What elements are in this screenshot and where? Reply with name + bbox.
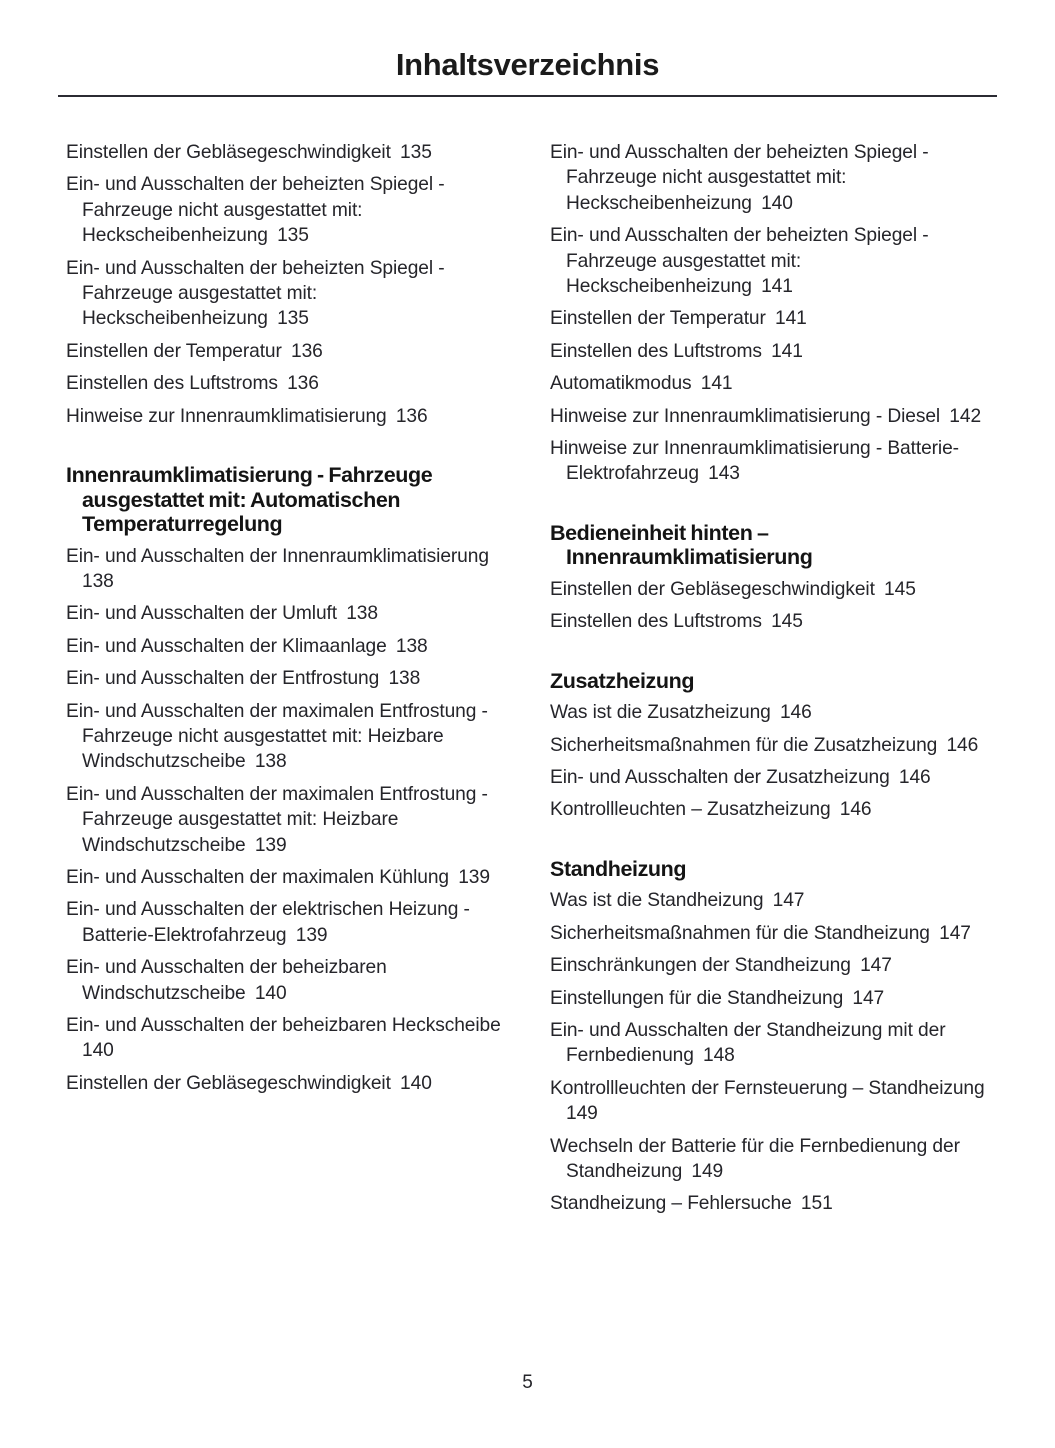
toc-entry-label: Ein- und Ausschalten der maximalen Entfrostung - Fahrzeuge ausgestattet mit: Heizbare Windschutzscheibe: [66, 783, 488, 856]
toc-column-right: [550, 140, 988, 1224]
toc-section-heading: Zusatzheizung: [550, 668, 695, 693]
page-title: Inhaltsverzeichnis: [395, 47, 660, 82]
toc-page-number: 147: [939, 922, 971, 944]
toc-page-number: 140: [82, 1040, 114, 1062]
toc-page-number: 139: [458, 867, 490, 889]
toc-entry[interactable]: [66, 782, 504, 858]
toc-entry[interactable]: [550, 888, 988, 913]
toc-entry[interactable]: [550, 339, 988, 364]
toc-entry-label: Einstellen der Gebläsegeschwindigkeit: [66, 1072, 391, 1094]
toc-entry-label: Einstellen der Temperatur: [66, 340, 282, 362]
toc-entry-label: Ein- und Ausschalten der Innenraumklimatisierung: [66, 545, 489, 567]
toc-entry[interactable]: [550, 765, 988, 790]
toc-page-number: 141: [761, 276, 793, 298]
toc-entry[interactable]: [550, 306, 988, 331]
toc-page-number: 135: [277, 308, 309, 330]
toc-page-number: 146: [839, 799, 872, 821]
toc-section-heading: Innenraumklimatisierung - Fahrzeuge ausgestattet mit: Automatischen Temperaturregelung: [66, 463, 433, 537]
toc-entry[interactable]: [66, 699, 504, 775]
toc-columns: [66, 140, 988, 1224]
toc-page-number: 140: [400, 1072, 432, 1094]
toc-page-number: 140: [254, 982, 287, 1004]
toc-entry[interactable]: [550, 140, 988, 216]
toc-entry[interactable]: [66, 865, 504, 890]
toc-entry-label: Sicherheitsmaßnahmen für die Zusatzheizung: [550, 734, 938, 756]
toc-entry-label: Einstellen der Gebläsegeschwindigkeit: [550, 578, 875, 600]
toc-entry-label: Ein- und Ausschalten der beheizten Spiegel - Fahrzeuge ausgestattet mit: Heckscheibenheizung: [66, 257, 445, 330]
toc-page-number: 135: [277, 225, 309, 247]
toc-entry[interactable]: [66, 172, 504, 248]
toc-entry-label: Hinweise zur Innenraumklimatisierung - Diesel: [550, 405, 941, 427]
toc-entry[interactable]: [66, 601, 504, 626]
toc-page-number: 140: [761, 192, 793, 214]
toc-page-number: 149: [691, 1160, 724, 1182]
toc-entry[interactable]: [550, 921, 988, 946]
toc-entry[interactable]: [66, 256, 504, 332]
toc-entry-label: Ein- und Ausschalten der Klimaanlage: [66, 635, 387, 657]
toc-entry-label: Ein- und Ausschalten der Standheizung mit der Fernbedienung: [550, 1019, 946, 1067]
toc-entry-label: Hinweise zur Innenraumklimatisierung - Batterie-Elektrofahrzeug: [550, 438, 959, 485]
toc-page-number: 135: [400, 142, 432, 163]
toc-entry[interactable]: [550, 986, 988, 1011]
toc-page-number: 147: [860, 955, 892, 977]
toc-entry-label: Kontrollleuchten – Zusatzheizung: [550, 799, 831, 821]
toc-entry[interactable]: [66, 634, 504, 659]
toc-entry-label: Automatikmodus: [550, 373, 692, 395]
toc-entry[interactable]: [550, 1191, 988, 1216]
toc-entry[interactable]: [550, 1076, 988, 1127]
toc-entry[interactable]: [66, 897, 504, 948]
toc-page-number: 138: [82, 570, 114, 592]
toc-page-number: 141: [771, 340, 803, 362]
toc-page-number: 136: [395, 405, 428, 427]
toc-page-number: 141: [775, 308, 807, 330]
toc-page-number: 149: [566, 1103, 598, 1125]
toc-entry-label: Wechseln der Batterie für die Fernbedienung der Standheizung: [550, 1135, 960, 1182]
toc-entry-label: Einstellungen für die Standheizung: [550, 987, 844, 1009]
toc-entry[interactable]: [550, 700, 988, 725]
toc-entry-label: Kontrollleuchten der Fernsteuerung – Standheizung: [550, 1077, 985, 1099]
toc-entry-label: Ein- und Ausschalten der Umluft: [66, 603, 337, 625]
toc-entry[interactable]: [550, 404, 988, 429]
toc-page-number: 145: [771, 611, 803, 633]
toc-page-number: 139: [295, 924, 328, 946]
toc-entry-label: Ein- und Ausschalten der Zusatzheizung: [550, 767, 890, 788]
toc-section-heading: Bedieneinheit hinten – Innenraumklimatisierung: [550, 520, 813, 570]
toc-entry-label: Standheizung – Fehlersuche: [550, 1193, 792, 1215]
toc-entry[interactable]: [66, 666, 504, 691]
toc-entry-label: Ein- und Ausschalten der beheizbaren Heckscheibe: [66, 1015, 501, 1037]
toc-entry-label: Was ist die Zusatzheizung: [550, 702, 771, 724]
toc-entry[interactable]: [66, 404, 504, 429]
toc-entry-label: Ein- und Ausschalten der beheizten Spiegel - Fahrzeuge nicht ausgestattet mit: Heckscheibenheizung: [550, 142, 929, 214]
toc-entry[interactable]: [550, 1134, 988, 1185]
toc-column-left: [66, 140, 504, 1224]
toc-page-number: 138: [346, 603, 378, 625]
toc-entry[interactable]: [550, 223, 988, 299]
toc-page-number: 143: [708, 463, 740, 485]
toc-entry[interactable]: [66, 339, 504, 364]
toc-entry-label: Ein- und Ausschalten der Entfrostung: [66, 668, 380, 690]
page-folio: 5: [522, 1372, 533, 1393]
toc-entry-label: Hinweise zur Innenraumklimatisierung: [66, 405, 387, 427]
toc-page-number: 138: [254, 751, 287, 773]
toc-entry[interactable]: [66, 544, 504, 595]
title-divider: [58, 95, 997, 97]
toc-entry[interactable]: [550, 577, 988, 602]
toc-entry-label: Sicherheitsmaßnahmen für die Standheizung: [550, 922, 930, 944]
toc-entry-label: Einstellen des Luftstroms: [550, 611, 762, 633]
toc-entry[interactable]: [66, 371, 504, 396]
toc-page-number: 136: [291, 340, 323, 362]
toc-entry-label: Was ist die Standheizung: [550, 890, 764, 912]
toc-entry-label: Ein- und Ausschalten der elektrischen Heizung - Batterie-Elektrofahrzeug: [66, 899, 470, 946]
toc-page-number: 141: [700, 373, 733, 395]
toc-entry-label: Ein- und Ausschalten der beheizbaren Windschutzscheibe: [66, 957, 387, 1004]
toc-entry[interactable]: [66, 140, 504, 165]
toc-page-number: 142: [949, 405, 982, 427]
toc-page-number: 138: [388, 668, 421, 690]
toc-page-number: 146: [779, 702, 812, 724]
toc-page-number: 147: [772, 890, 805, 912]
toc-page-number: 146: [946, 734, 979, 756]
toc-entry-label: Einstellen der Gebläsegeschwindigkeit: [66, 142, 391, 163]
toc-page-number: 136: [287, 373, 319, 395]
toc-entry[interactable]: [550, 371, 988, 396]
toc-entry[interactable]: [66, 955, 504, 1006]
toc-entry-label: Ein- und Ausschalten der beheizten Spiegel - Fahrzeuge nicht ausgestattet mit: Heckscheibenheizung: [66, 174, 445, 247]
toc-entry[interactable]: [550, 953, 988, 978]
toc-page-number: 148: [703, 1045, 735, 1067]
toc-entry-label: Einstellen des Luftstroms: [550, 340, 762, 362]
toc-entry-label: Ein- und Ausschalten der maximalen Kühlung: [66, 867, 449, 889]
toc-page-number: 147: [852, 987, 885, 1009]
toc-page-number: 145: [884, 578, 916, 600]
toc-page-number: 138: [395, 635, 428, 657]
toc-entry[interactable]: [550, 733, 988, 758]
toc-entry[interactable]: [550, 436, 988, 487]
toc-entry[interactable]: [66, 1013, 504, 1064]
toc-entry-label: Einstellen des Luftstroms: [66, 373, 278, 395]
toc-entry[interactable]: [550, 609, 988, 634]
toc-page-number: 151: [800, 1193, 833, 1215]
toc-page-number: 139: [254, 834, 287, 856]
toc-entry-label: Einschränkungen der Standheizung: [550, 955, 851, 977]
toc-entry-label: Ein- und Ausschalten der maximalen Entfrostung - Fahrzeuge nicht ausgestattet mit: Heizbare Windschutzscheibe: [66, 700, 488, 773]
toc-entry[interactable]: [550, 797, 988, 822]
toc-entry-label: Einstellen der Temperatur: [550, 308, 766, 330]
toc-entry[interactable]: [66, 1071, 504, 1096]
toc-entry-label: Ein- und Ausschalten der beheizten Spiegel - Fahrzeuge ausgestattet mit: Heckscheibenheizung: [550, 225, 929, 298]
toc-entry[interactable]: [550, 1018, 988, 1069]
toc-page-number: 146: [898, 767, 931, 788]
toc-section-heading: Standheizung: [550, 856, 687, 881]
